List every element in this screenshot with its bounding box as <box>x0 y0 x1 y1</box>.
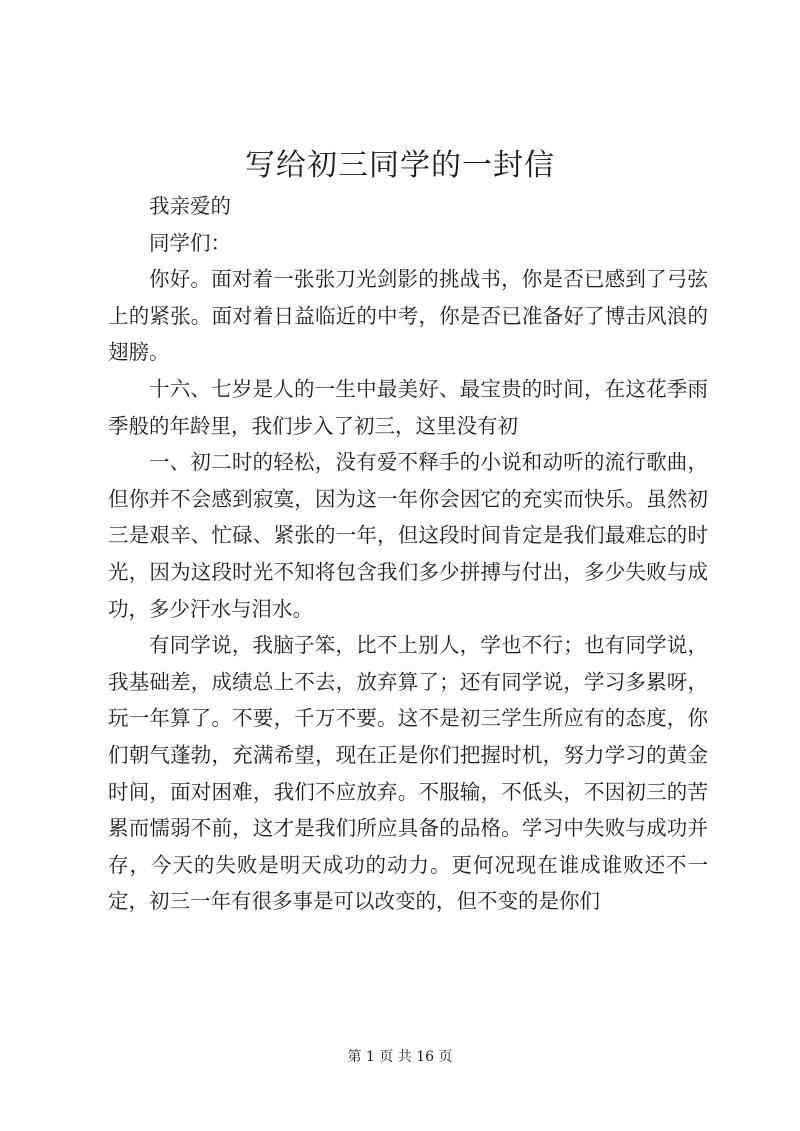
paragraph-salutation-1: 我亲爱的 <box>149 194 231 218</box>
paragraph-encouragement: 有同学说，我脑子笨，比不上别人，学也不行；也有同学说，我基础差，成绩总上不去，放弃算了；还有同学说，学习多累呀，玩一年算了。不要，千万不要。这不是初三学生所应有的态度，你们朝气蓬勃，充满希望，现在正是你们把握时机，努力学习的黄金时间，面对困难，我们不应放弃。不服输，不低头，不因初三的苦累而懦弱不前，这才是我们所应具备的品格。学习中失败与成功并存，今天的失败是明天成功的动力。更何况现在谁成谁败还不一定，初三一年有很多事是可以改变的，但不变的是你们 <box>108 633 708 914</box>
paragraph-age: 十六、七岁是人的一生中最美好、最宝贵的时间，在这花季雨季般的年龄里，我们步入了初三，这里没有初 <box>108 376 708 438</box>
paragraph-grade-one-two: 一、初二时的轻松，没有爱不释手的小说和动听的流行歌曲，但你并不会感到寂寞，因为这一年你会因它的充实而快乐。虽然初三是艰辛、忙碌、紧张的一年，但这段时间肯定是我们最难忘的时光，因为这段时光不知将包含我们多少拼搏与付出，多少失败与成功，多少汗水与泪水。 <box>108 450 708 621</box>
letter-body <box>108 188 708 920</box>
paragraph-greeting: 你好。面对着一张张刀光剑影的挑战书，你是否已感到了弓弦上的紧张。面对着日益临近的中考，你是否已准备好了博击风浪的翅膀。 <box>108 267 708 365</box>
page-footer: 第 1 页 共 16 页 <box>347 1049 453 1065</box>
paragraph-salutation-2: 同学们： <box>149 230 231 255</box>
page-title: 写给初三同学的一封信 <box>245 148 555 183</box>
